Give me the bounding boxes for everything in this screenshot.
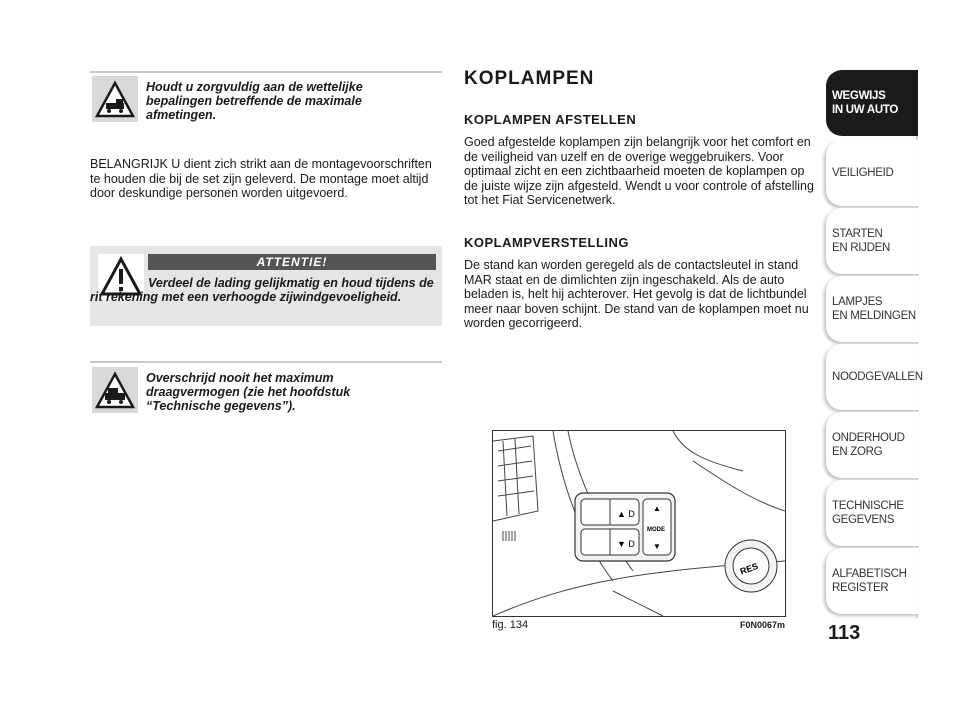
tab-label-line2: IN UW AUTO [832,104,898,116]
tab-wegwijs[interactable] [826,70,918,136]
tab-label-line1: LAMPJES [832,296,883,308]
tab-label-line1: STARTEN [832,228,883,240]
figure-caption: fig. 134 [492,619,529,631]
note2-text: Overschrijd nooit het maximum draagvermogen (zie het hoofdstuk “Technische gegevens”). [146,371,351,413]
tab-label-line1: ALFABETISCH [832,568,907,580]
vehicle-warning-icon [92,367,138,413]
tab-label-line2: EN MELDINGEN [832,310,916,322]
note1-top-rule [90,71,442,73]
section1-body: Goed afgestelde koplampen zijn belangrijk voor het comfort en de veiligheid van uzelf en de overige weggebruikers. Voor optimaal zicht en een zichtbaarheid moeten de koplampen op de juiste wijze zijn afgesteld. Wendt u voor controle of afstelling tot het Fiat Servicenetwerk. [464,135,814,207]
tab-label-line1: WEGWIJS [832,90,886,102]
tab-alfabetisch[interactable] [826,548,918,614]
attention-header: ATTENTIE! [148,254,436,270]
tab-starten[interactable] [826,208,918,274]
tab-label-line1: TECHNISCHE [832,500,904,512]
tab-technische[interactable] [826,480,918,546]
tab-label-line1: NOODGEVALLEN [832,371,923,383]
svg-text:▼: ▼ [653,542,661,551]
tab-label-line2: REGISTER [832,582,889,594]
tab-label-line1: ONDERHOUD [832,432,905,444]
tab-label-line2: EN RIJDEN [832,242,891,254]
figure-code: F0N0067m [740,620,786,630]
tab-onderhoud[interactable] [826,412,918,478]
tab-label-line2: GEGEVENS [832,514,895,526]
page-title: KOPLAMPEN [464,68,595,89]
figure-headlamp-control [492,430,786,617]
attention-text: Verdeel de lading gelijkmatig en houd tijdens de rit rekening met een verhoogde zijwindgevoeligheid. [90,276,434,304]
svg-text:▼ D: ▼ D [617,539,635,549]
note1-text: Houdt u zorgvuldig aan de wettelijke bepalingen betreffende de maximale afmetingen. [146,80,363,122]
important-paragraph: BELANGRIJK U dient zich strikt aan de montagevoorschriften te houden die bij de set zijn geleverd. De montage moet altijd door deskundige personen worden uitgevoerd. [90,157,432,200]
tab-lampjes[interactable] [826,276,918,342]
svg-text:▲ D: ▲ D [617,509,635,519]
mode-label: MODE [647,527,665,533]
tab-label-line1: VEILIGHEID [832,167,894,179]
section2-body: De stand kan worden geregeld als de contactsleutel in stand MAR staat en de dimlichten zijn ingeschakeld. Als de auto beladen is, helt hij achterover. Het gevolg is dat de lichtbundel meer naar boven schijnt. De stand van de koplampen moet nu worden gecorrigeerd. [464,258,809,330]
svg-text:▲: ▲ [653,504,661,513]
attention-box [90,246,442,326]
section2-heading: KOPLAMPVERSTELLING [464,235,630,250]
page-number: 113 [828,622,861,644]
tab-veiligheid[interactable] [826,140,918,206]
note2-top-rule [90,361,442,363]
vehicle-warning-icon [92,76,138,122]
section1-heading: KOPLAMPEN AFSTELLEN [464,112,637,127]
tab-label-line2: EN ZORG [832,446,883,458]
tab-noodgevallen[interactable] [826,344,923,410]
res-label: RES [738,560,760,577]
